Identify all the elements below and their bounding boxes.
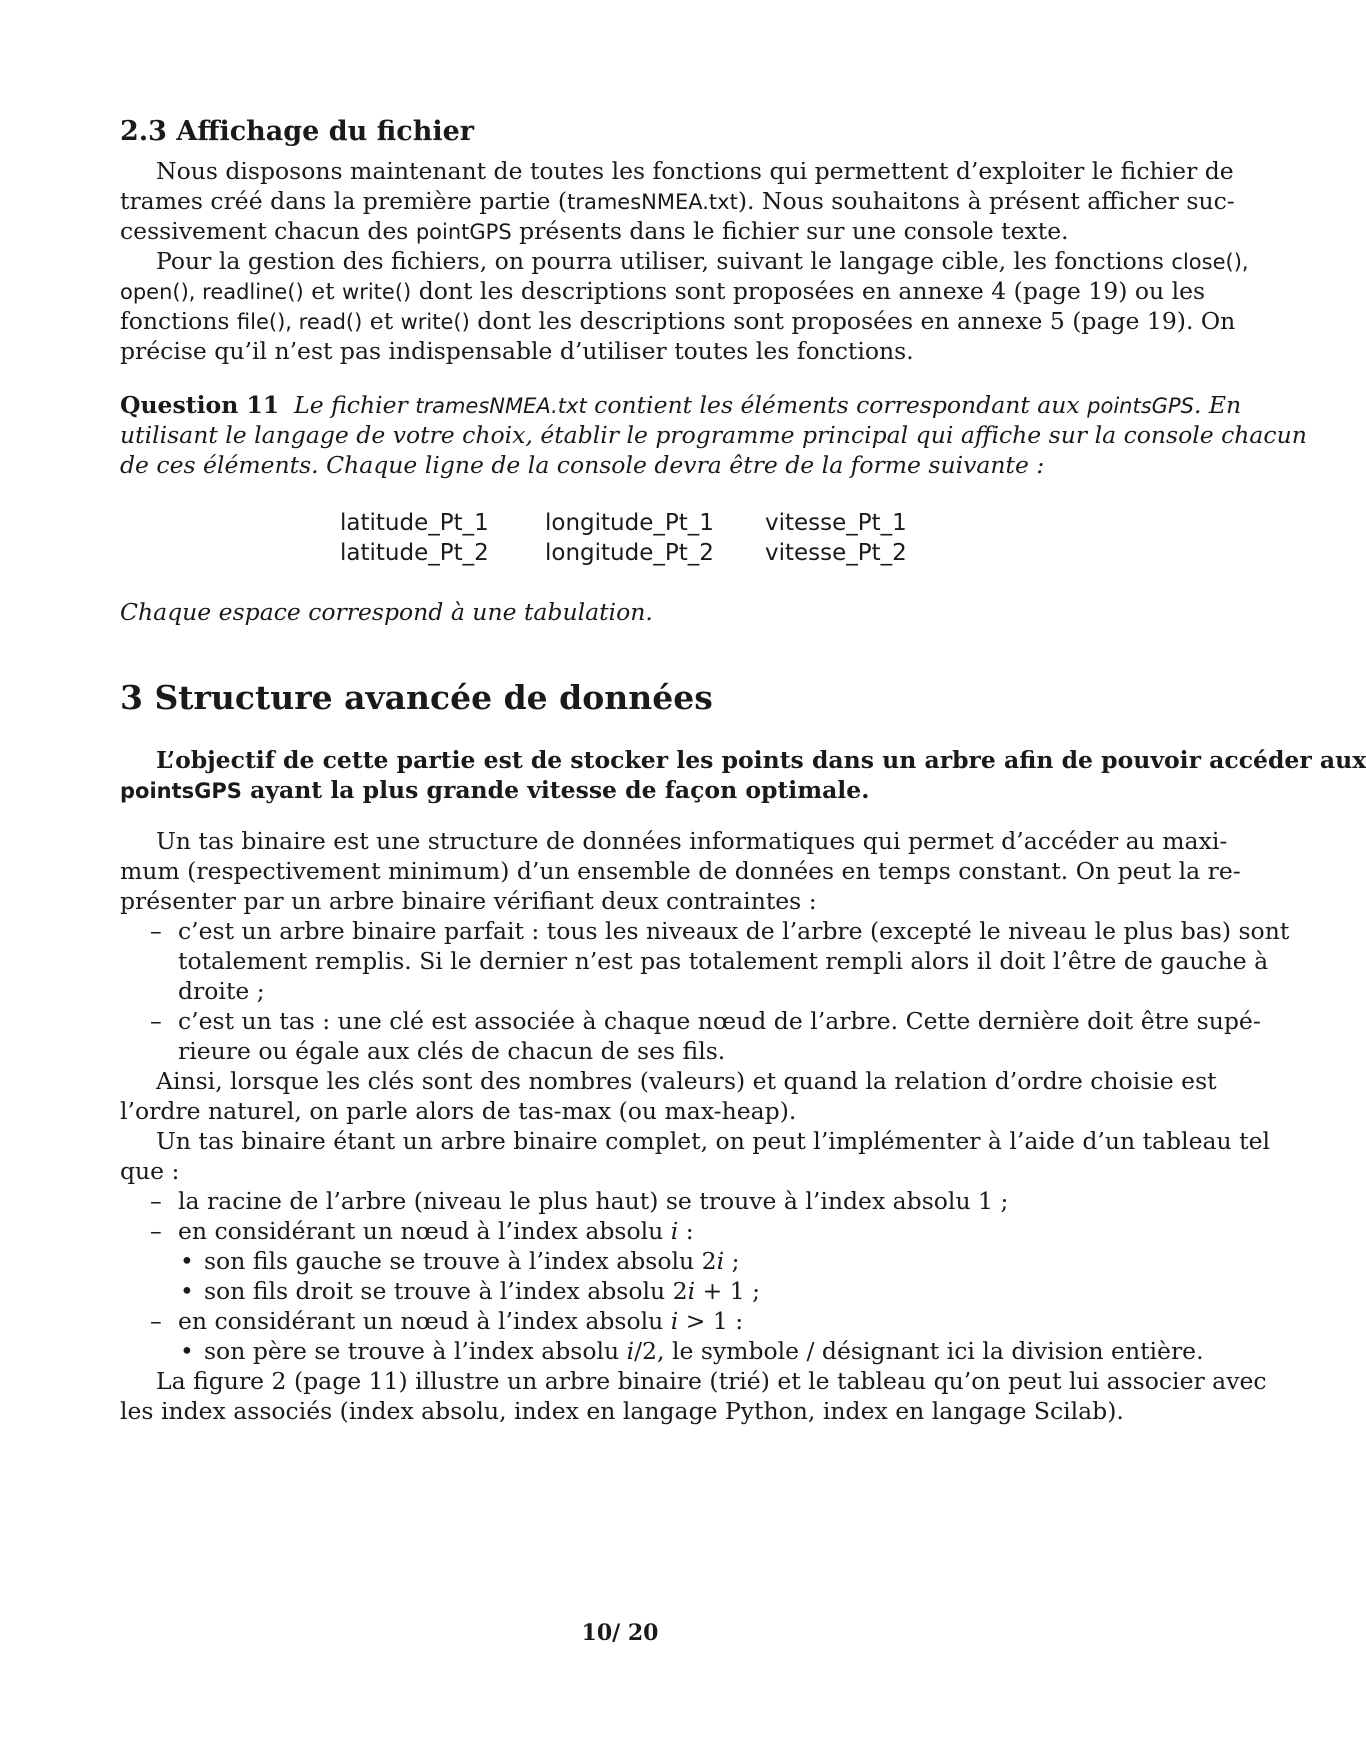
list-bullet: • [180,1277,194,1305]
paragraph-line: Pour la gestion des fichiers, on pourra utiliser, suivant le langage cible, les fonctions close(), [156,247,1249,275]
paragraph-line: Ainsi, lorsque les clés sont des nombres (valeurs) et quand la relation d’ordre choisie est [156,1067,1217,1095]
question-line: de ces éléments. Chaque ligne de la console devra être de la forme suivante : [120,451,1045,479]
section-heading-2-3: 2.3 Affichage du fichier [120,116,475,147]
function-code: write() [400,310,470,334]
table-cell: vitesse_Pt_1 [765,510,907,536]
question-line: Question 11 Le fichier tramesNMEA.txt contient les éléments correspondant aux pointsGPS. En [120,391,1242,419]
function-code: close(), [1171,250,1249,274]
list-dash: – [150,917,162,945]
list-dash: – [150,1307,162,1335]
type-code: pointGPS [415,220,512,244]
paragraph-line: Un tas binaire étant un arbre binaire complet, on peut l’implémenter à l’aide d’un tableau tel [156,1127,1271,1155]
filename-code: tramesNMEA.txt [415,394,587,418]
paragraph-line: Un tas binaire est une structure de données informatiques qui permet d’accéder au maxi- [156,827,1228,855]
paragraph-line: Nous disposons maintenant de toutes les fonctions qui permettent d’exploiter le fichier de [156,157,1234,185]
list-item-line: totalement remplis. Si le dernier n’est pas totalement rempli alors il doit l’être de gauche à [178,947,1269,975]
function-code: write() [342,280,412,304]
question-note: Chaque espace correspond à une tabulation. [120,598,653,626]
list-item-line: en considérant un nœud à l’index absolu i > 1 : [178,1307,744,1335]
list-item-line: la racine de l’arbre (niveau le plus haut) se trouve à l’index absolu 1 ; [178,1187,1009,1215]
filename-code: tramesNMEA.txt [567,190,738,214]
type-code: pointsGPS [1087,394,1194,418]
paragraph-line: que : [120,1157,180,1185]
paragraph-line: les index associés (index absolu, index en langage Python, index en langage Scilab). [120,1397,1124,1425]
paragraph-line: présenter par un arbre binaire vérifiant deux contraintes : [120,887,817,915]
paragraph-line: trames créé dans la première partie (tramesNMEA.txt). Nous souhaitons à présent afficher suc- [120,187,1235,215]
question-line: utilisant le langage de votre choix, établir le programme principal qui affiche sur la console chacun [120,421,1307,449]
list-bullet: • [180,1247,194,1275]
list-dash: – [150,1217,162,1245]
table-cell: latitude_Pt_1 [340,510,489,536]
paragraph-line: La figure 2 (page 11) illustre un arbre binaire (trié) et le tableau qu’on peut lui associer avec [156,1367,1267,1395]
paragraph-line: mum (respectivement minimum) d’un ensemble de données en temps constant. On peut la re- [120,857,1241,885]
list-item-line: en considérant un nœud à l’index absolu i : [178,1217,694,1245]
type-code: pointsGPS [120,779,242,803]
table-cell: latitude_Pt_2 [340,540,489,566]
objective-line: pointsGPS ayant la plus grande vitesse de façon optimale. [120,776,870,804]
list-item-line: droite ; [178,977,265,1005]
paragraph-line: cessivement chacun des pointGPS présents dans le fichier sur une console texte. [120,217,1069,245]
section-heading-3: 3 Structure avancée de données [120,678,713,717]
page-number: 10/ 20 [581,1620,659,1646]
function-code: file(), read() [236,310,363,334]
paragraph-line: l’ordre naturel, on parle alors de tas-max (ou max-heap). [120,1097,797,1125]
list-dash: – [150,1007,162,1035]
list-subitem-line: son fils droit se trouve à l’index absolu 2i + 1 ; [204,1277,761,1305]
paragraph-line: précise qu’il n’est pas indispensable d’utiliser toutes les fonctions. [120,337,914,365]
table-cell: longitude_Pt_1 [545,510,714,536]
objective-line: L’objectif de cette partie est de stocker les points dans un arbre afin de pouvoir accéder aux [156,746,1366,774]
list-subitem-line: son père se trouve à l’index absolu i/2, le symbole / désignant ici la division entière. [204,1337,1204,1365]
list-item-line: rieure ou égale aux clés de chacun de ses fils. [178,1037,726,1065]
question-label: Question 11 [120,391,280,419]
list-item-line: c’est un arbre binaire parfait : tous les niveaux de l’arbre (excepté le niveau le plus bas) sont [178,917,1290,945]
table-cell: vitesse_Pt_2 [765,540,907,566]
list-dash: – [150,1187,162,1215]
paragraph-line: open(), readline() et write() dont les descriptions sont proposées en annexe 4 (page 19) ou les [120,277,1206,305]
list-bullet: • [180,1337,194,1365]
function-code: open(), readline() [120,280,304,304]
table-cell: longitude_Pt_2 [545,540,714,566]
list-item-line: c’est un tas : une clé est associée à chaque nœud de l’arbre. Cette dernière doit être supé- [178,1007,1261,1035]
paragraph-line: fonctions file(), read() et write() dont les descriptions sont proposées en annexe 5 (page 19). On [120,307,1236,335]
list-subitem-line: son fils gauche se trouve à l’index absolu 2i ; [204,1247,740,1275]
